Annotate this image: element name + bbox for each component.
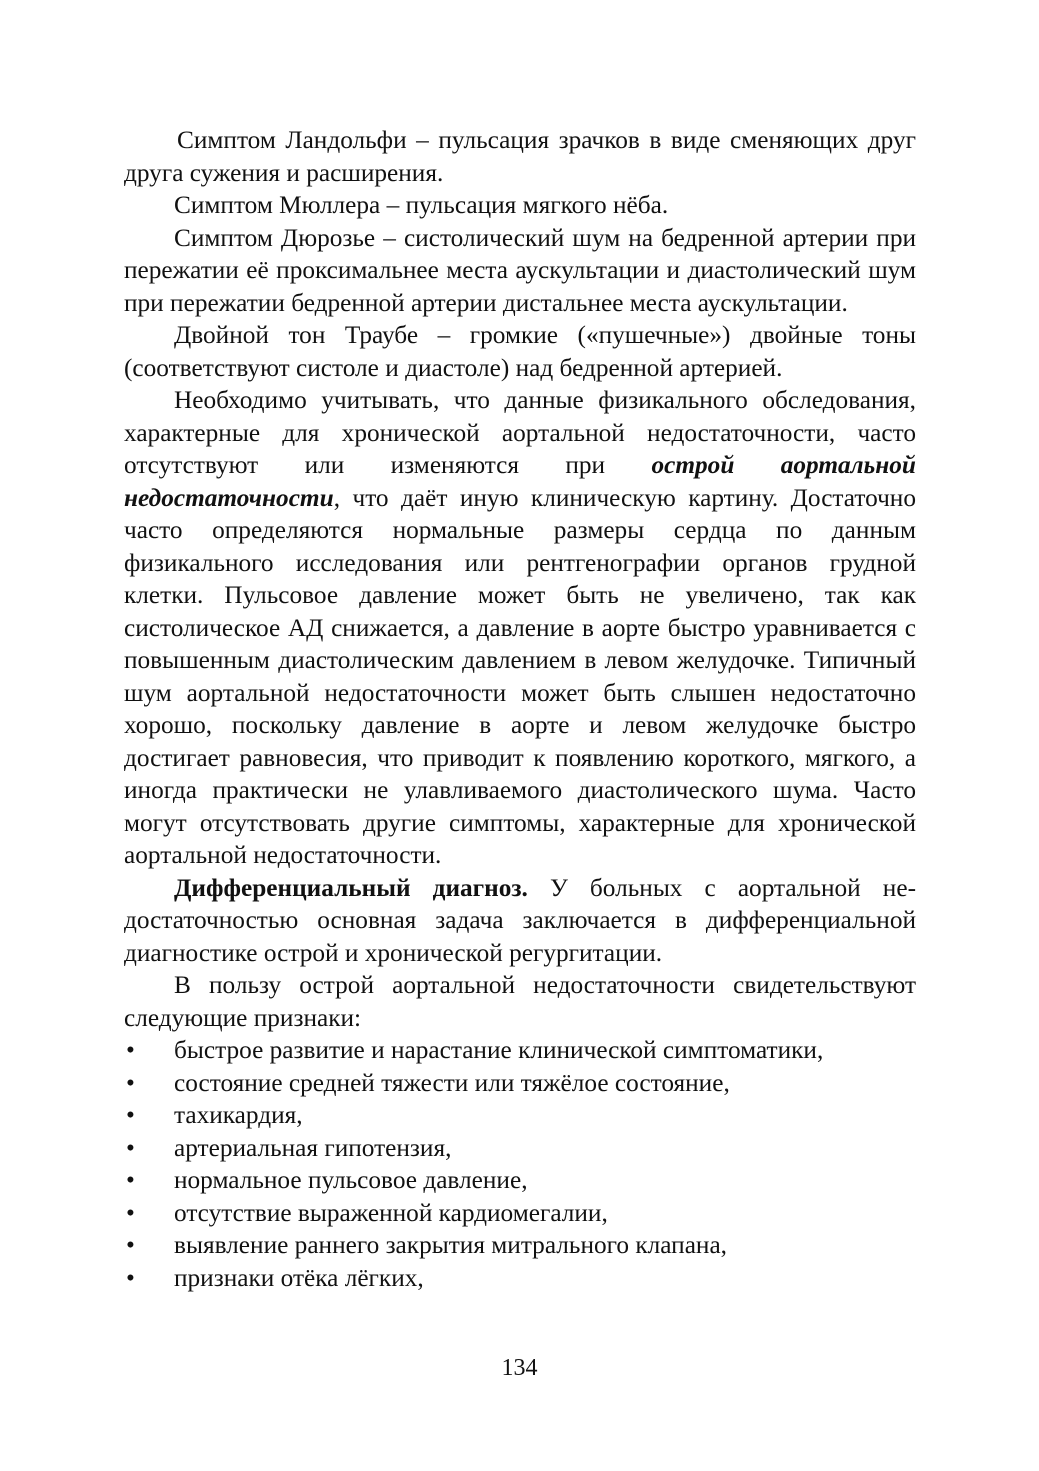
list-item-text: быстрое развитие и нарастание клинической симптоматики,	[174, 1036, 824, 1064]
paragraph-landolfi-sign: Симптом Ландольфи – пульсация зрачков в виде сменяющих друг друга сужения и расширения.	[124, 126, 916, 187]
paragraph-differential-diagnosis	[124, 872, 916, 970]
list-item	[124, 1132, 916, 1165]
bullet-icon: •	[126, 1101, 135, 1129]
list-item-text: артериальная гипотензия,	[174, 1133, 452, 1162]
list-item-text: выявление раннего закрытия митрального клапана,	[174, 1231, 728, 1259]
differential-diagnosis-heading: Дифференциальный диагноз.	[174, 873, 528, 902]
differential-diagnosis-text: У больных с аортальной недостаточностью основная задача заключается в дифференциальной диагностике острой и хронической регургитации.	[124, 873, 916, 967]
list-item-text: тахикардия,	[174, 1101, 303, 1129]
list-item-text: признаки отёка лёгких,	[174, 1263, 424, 1292]
acute-insufficiency-emphasis: острой аортальной недостаточности	[124, 451, 916, 512]
bullet-icon: •	[126, 1198, 135, 1227]
page-body	[124, 124, 916, 1294]
paragraph-acute-signs-intro: В пользу острой аортальной недостаточности свидетельствуют следующие признаки:	[124, 971, 916, 1032]
bullet-icon: •	[126, 1036, 135, 1064]
bullet-icon: •	[126, 1231, 135, 1259]
bullet-icon: •	[126, 1263, 135, 1292]
list-item-text: нормальное пульсовое давление,	[174, 1166, 528, 1194]
paragraph-traube-tone: Двойной тон Траубе – громкие («пушечные») двойные тоны (соответствуют систоле и диастоле) над бедренной артерией.	[124, 321, 916, 382]
bullet-icon: •	[126, 1133, 135, 1162]
list-item	[124, 1034, 916, 1067]
bullet-icon: •	[126, 1166, 135, 1194]
paragraph-duroziez-sign: Симптом Дюрозье – систолический шум на бедренной артерии при пережатии её проксимальнее места аускультации и диастолический шум при пережатии бедренной артерии дистальнее места аускультации.	[124, 223, 916, 317]
acute-text-before: Необходимо учитывать, что данные физикального обследования, характерные для хронической аортальной недостаточности, часто отсутствуют или изменяются при	[124, 386, 916, 479]
acute-text-after: , что даёт иную клиническую картину. Достаточно часто определяются нормальные размеры сердца по данным физикального исследования или рентгенографии органов грудной клетки. Пульсовое давление может быть не увеличено, так как систолическое АД снижается, а давление в аорте быстро уравнивается с повышенным диастолическим давлением в левом желудочке. Типичный шум аортальной недостаточности может быть слышен недостаточно хорошо, поскольку давление в аорте и левом желудочке быстро достигает равновесия, что приводит к появлению короткого, мягкого, а иногда практически не улавливаемого диастолического шума. Часто могут отсутствовать другие симптомы, характерные для хронической аортальной недостаточности.	[124, 483, 916, 869]
list-item	[124, 1164, 916, 1197]
list-item	[124, 1197, 916, 1230]
bullet-icon: •	[126, 1068, 135, 1097]
page-number: 134	[501, 1355, 538, 1381]
paragraph-muller-sign: Симптом Мюллера – пульсация мягкого нёба.	[174, 191, 669, 219]
list-item	[124, 1262, 916, 1295]
list-item	[124, 1229, 916, 1262]
list-item-text: состояние средней тяжести или тяжёлое состояние,	[174, 1068, 730, 1097]
list-item	[124, 1099, 916, 1132]
list-item-text: отсутствие выраженной кардиомегалии,	[174, 1198, 608, 1227]
paragraph-acute-insufficiency	[124, 384, 916, 872]
acute-signs-list	[124, 1034, 916, 1294]
list-item	[124, 1067, 916, 1100]
